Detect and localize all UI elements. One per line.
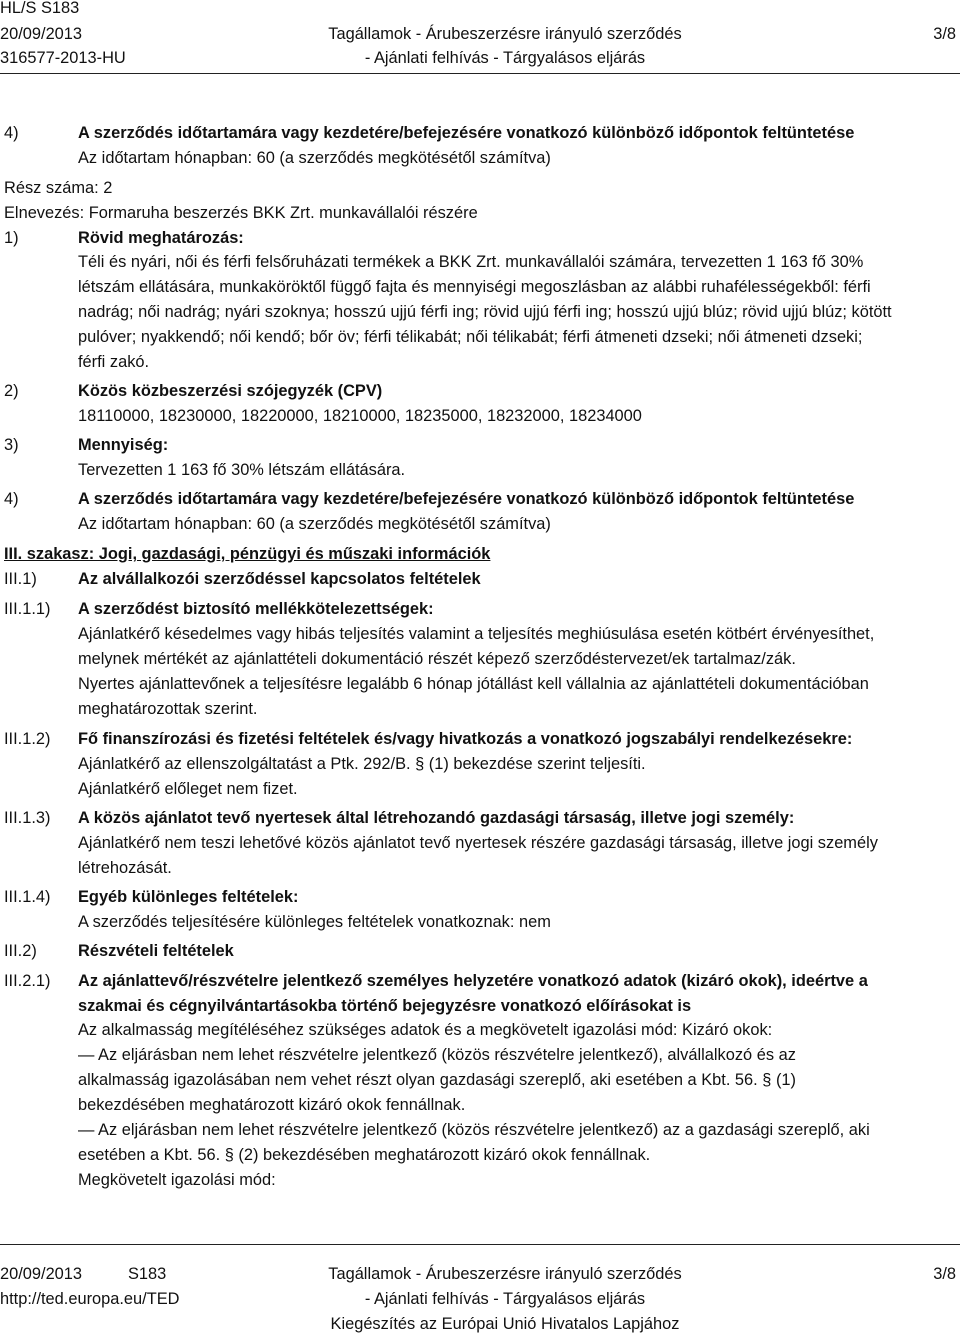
description-line: létszám ellátására, munkaköröktől függő fajta és mennyiségi megoszlásban az alábbi ruhafélességekből: férfi — [78, 278, 871, 296]
section-number: III.1.1) — [4, 600, 51, 618]
section-text-line: melynek mértékét az ajánlattételi dokumentáció részét képező szerződéstervezet/ek tartalmaz/zák. — [78, 650, 796, 668]
section-number: III.1.4) — [4, 888, 51, 906]
item-heading: Mennyiség: — [78, 436, 169, 454]
description-line: pulóver; nyakkendő; női kendő; bőr öv; férfi télikabát; női télikabát; férfi átmeneti dzseki; női átmeneti dzseki; — [78, 328, 863, 346]
section-heading: szakmai és cégnyilvántartásokba történő bejegyzésre vonatkozó előírásokat is — [78, 997, 692, 1015]
section-text-line: Ajánlatkérő késedelmes vagy hibás teljesítés valamint a teljesítés meghiúsulása esetén kötbért érvényesíthet, — [78, 625, 875, 643]
description-line: férfi zakó. — [78, 353, 150, 371]
part-name: Elnevezés: Formaruha beszerzés BKK Zrt. munkavállalói részére — [4, 204, 478, 222]
item-heading: A szerződés időtartamára vagy kezdetére/befejezésére vonatkozó különböző időpontok feltüntetése — [78, 490, 855, 508]
section-heading: Egyéb különleges feltételek: — [78, 888, 299, 906]
section-number: III.1.2) — [4, 730, 51, 748]
footer-page-number: 3/8 — [933, 1265, 956, 1283]
item-number: 3) — [4, 436, 19, 454]
section-text-line: Ajánlatkérő az ellenszolgáltatást a Ptk. 292/B. § (1) bekezdése szerint teljesíti. — [78, 755, 646, 773]
section-text-line: Az alkalmasság megítéléséhez szükséges adatok és a megkövetelt igazolási mód: Kizáró okok: — [78, 1021, 773, 1039]
section-text-line: Megkövetelt igazolási mód: — [78, 1171, 276, 1189]
item-heading: A szerződés időtartamára vagy kezdetére/befejezésére vonatkozó különböző időpontok feltüntetése — [78, 124, 855, 142]
section-text-line: Ajánlatkérő nem teszi lehetővé közös ajánlatot tevő nyertesek részére gazdasági társaság, illetve jogi személy — [78, 834, 878, 852]
header-title-line2: - Ajánlati felhívás - Tárgyalásos eljárás — [364, 49, 646, 67]
section-heading: A szerződést biztosító mellékkötelezettségek: — [78, 600, 434, 618]
item-heading: Rövid meghatározás: — [78, 229, 244, 247]
section-text-line: meghatározottak szerint. — [78, 700, 258, 718]
item-text: Az időtartam hónapban: 60 (a szerződés megkötésétől számítva) — [78, 515, 551, 533]
footer-issue: S183 — [128, 1265, 167, 1283]
footer-date: 20/09/2013 — [0, 1265, 83, 1283]
description-line: nadrág; női nadrág; nyári szoknya; hosszú ujjú férfi ing; rövid ujjú férfi ing; hosszú ujjú blúz; rövid ujjú blúz; kötött — [78, 303, 892, 321]
section-text-line: Nyertes ajánlattevőnek a teljesítésre legalább 6 hónap jótállást kell vállalnia az ajánlattételi dokumentációban — [78, 675, 869, 693]
description-line: Téli és nyári, női és férfi felsőruházati termékek a BKK Zrt. munkavállalói számára, tervezetten 1 163 fő 30% — [78, 253, 864, 271]
section-heading: Az ajánlattevő/részvételre jelentkező személyes helyzetére vonatkozó adatok (kizáró okok), ideértve a — [78, 972, 868, 990]
item-number: 2) — [4, 382, 19, 400]
footer-title-line2: - Ajánlati felhívás - Tárgyalásos eljárás — [364, 1290, 646, 1308]
section-heading: A közös ajánlatot tevő nyertesek által létrehozandó gazdasági társaság, illetve jogi személy: — [78, 809, 795, 827]
part-number: Rész száma: 2 — [4, 179, 113, 197]
section-text-line: Ajánlatkérő előleget nem fizet. — [78, 780, 298, 798]
section-text-line: esetében a Kbt. 56. § (2) bekezdésében meghatározott kizáró okok fennállnak. — [78, 1146, 651, 1164]
footer-title-line3: Kiegészítés az Európai Unió Hivatalos Lapjához — [330, 1315, 680, 1333]
section-text-line: bekezdésében meghatározott kizáró okok fennállnak. — [78, 1096, 466, 1114]
cpv-codes: 18110000, 18230000, 18220000, 18210000, 18235000, 18232000, 18234000 — [78, 407, 642, 425]
section-heading: Fő finanszírozási és fizetési feltételek és/vagy hivatkozás a vonatkozó jogszabályi rendelkezésekre: — [78, 730, 853, 748]
section-heading: Részvételi feltételek — [78, 942, 234, 960]
header-notice-id: 316577-2013-HU — [0, 49, 126, 67]
item-number: 4) — [4, 490, 19, 508]
section-number: III.2.1) — [4, 972, 51, 990]
item-heading: Közös közbeszerzési szójegyzék (CPV) — [78, 382, 383, 400]
footer-title-line1: Tagállamok - Árubeszerzésre irányuló szerződés — [328, 1265, 682, 1283]
section-number: III.1) — [4, 570, 37, 588]
section-title: III. szakasz: Jogi, gazdasági, pénzügyi és műszaki információk — [4, 545, 491, 563]
item-number: 4) — [4, 124, 19, 142]
header-page-number: 3/8 — [933, 25, 956, 43]
item-text: Tervezetten 1 163 fő 30% létszám ellátására. — [78, 461, 406, 479]
section-text-line: — Az eljárásban nem lehet részvételre jelentkező (közös részvételre jelentkező) az a gazdasági szereplő, aki — [78, 1121, 870, 1139]
section-number: III.1.3) — [4, 809, 51, 827]
footer-url[interactable]: http://ted.europa.eu/TED — [0, 1290, 180, 1308]
section-text-line: létrehozását. — [78, 859, 172, 877]
header-divider — [0, 73, 960, 74]
header-date: 20/09/2013 — [0, 25, 83, 43]
footer-divider — [0, 1244, 960, 1245]
section-text: A szerződés teljesítésére különleges feltételek vonatkoznak: nem — [78, 913, 551, 931]
section-number: III.2) — [4, 942, 37, 960]
section-text-line: — Az eljárásban nem lehet részvételre jelentkező (közös részvételre jelentkező), alvállalkozó és az — [78, 1046, 796, 1064]
header-title-line1: Tagállamok - Árubeszerzésre irányuló szerződés — [328, 25, 682, 43]
item-number: 1) — [4, 229, 19, 247]
item-text: Az időtartam hónapban: 60 (a szerződés megkötésétől számítva) — [78, 149, 551, 167]
section-heading: Az alvállalkozói szerződéssel kapcsolatos feltételek — [78, 570, 481, 588]
header-doc-code: HL/S S183 — [0, 0, 80, 17]
section-text-line: alkalmasság igazolásában nem vehet részt olyan gazdasági szereplő, aki esetében a Kbt. 56. § (1) — [78, 1071, 796, 1089]
